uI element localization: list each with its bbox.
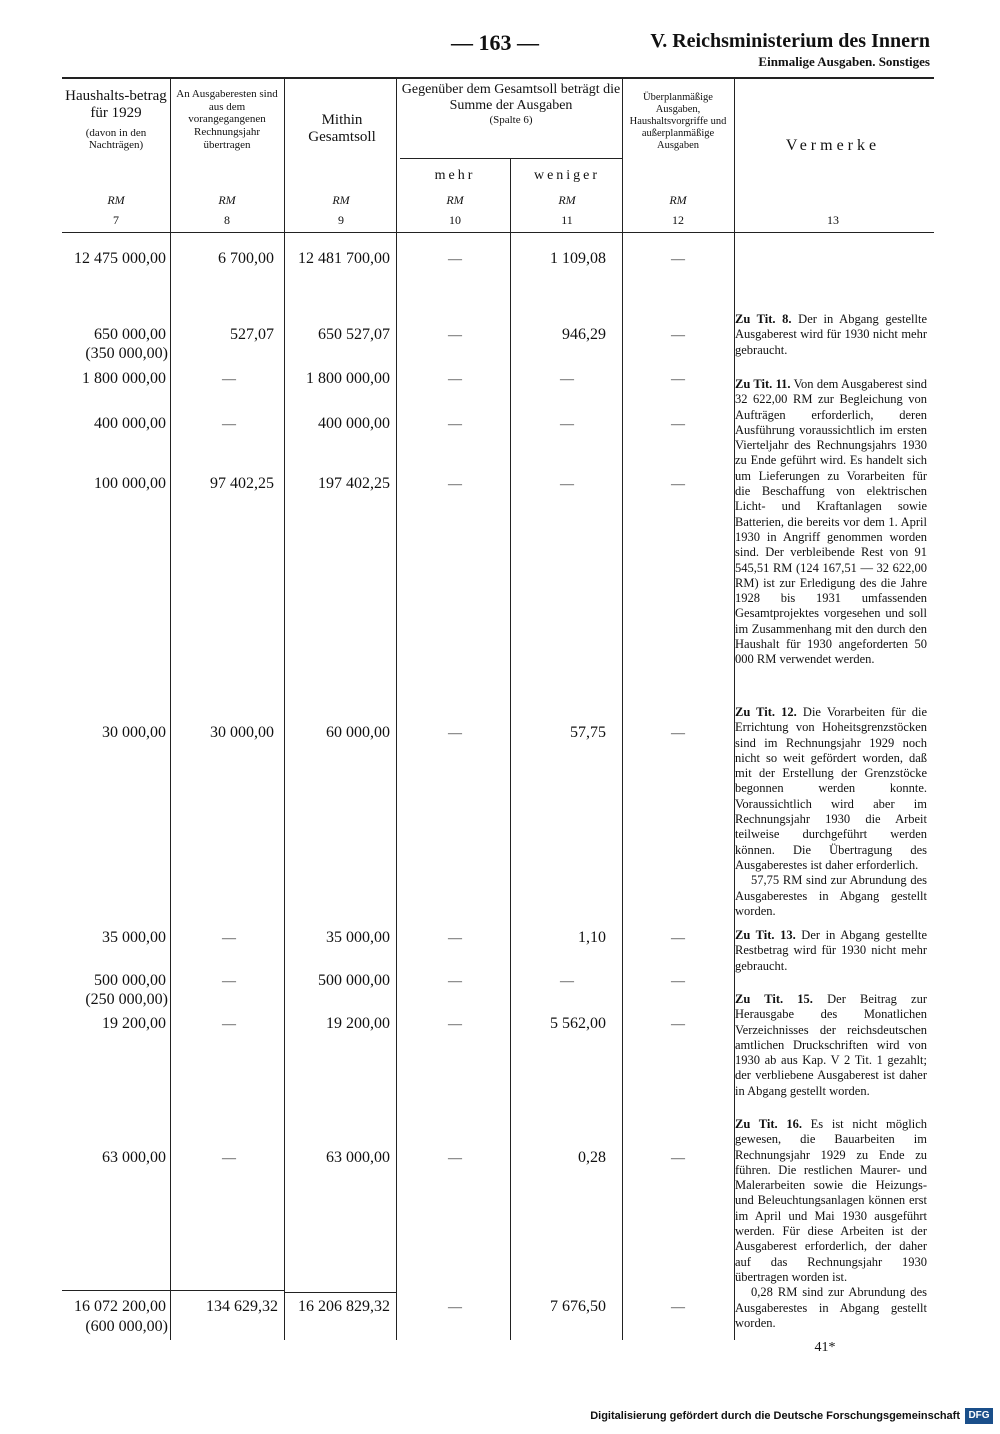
table-row: 946,29 (562, 326, 606, 343)
col11-number: 11 (561, 213, 573, 227)
section-subtitle: Einmalige Ausgaben. Sonstiges (758, 54, 930, 69)
totals-top-rule-2 (284, 1292, 396, 1293)
table-row: — (222, 372, 236, 387)
table-row: — (671, 931, 685, 946)
table-row: 35 000,00 (102, 929, 166, 946)
col7-number: 7 (113, 213, 119, 227)
totals-row: 16 072 200,00 (74, 1298, 166, 1315)
table-row: — (448, 328, 462, 343)
table-row: 100 000,00 (94, 475, 166, 492)
col13-header: Vermerke (785, 137, 881, 154)
table-row: — (222, 417, 236, 432)
totals-row: 16 206 829,32 (298, 1298, 390, 1315)
table-row: — (560, 372, 574, 387)
table-row: — (448, 252, 462, 267)
table-row: — (671, 252, 685, 267)
totals-top-rule (62, 1290, 284, 1291)
table-top-rule (62, 77, 934, 79)
table-row: — (671, 372, 685, 387)
table-row: — (560, 477, 574, 492)
col-divider-11-12 (622, 78, 623, 1340)
table-row: 35 000,00 (326, 929, 390, 946)
totals-row: — (671, 1300, 685, 1315)
table-row: — (222, 1151, 236, 1166)
table-row: 1 800 000,00 (306, 370, 390, 387)
table-row: 500 000,00 (94, 972, 166, 989)
group10-11-header: Gegenüber dem Gesamtsoll beträgt die Summe der Ausgaben (Spalte 6) (401, 82, 621, 127)
note-tit13: Zu Tit. 13. Der in Abgang gestellte Restbetrag wird für 1930 nicht mehr gebraucht. (735, 928, 928, 973)
note-tit11: Zu Tit. 11. Von dem Ausgaberest sind 32 622,00 RM zur Begleichung von Aufträgen erforderlich, deren Ausführung voraussichtlich im ersten Vierteljahr des Rechnungsjahrs 1930 zu Ende geführt wird. Es handelt sich um Lieferungen zu Vorarbeiten für die Beschaffung von elektrischen Licht- und Kraftanlagen sowie Batterien, die bereits vor dem 1. April 1930 in Angriff genommen worden sind. Der verbleibende Rest von 91 545,51 RM (124 167,51 — 32 622,00 RM) ist zur Erledigung des die Jahre 1928 bis 1931 umfassenden Gesamtprojektes vorgesehen und soll im Zusammenhang mit den durch den Haushalt für 1930 angeforderten 50 000 RM verwendet werden. (735, 377, 927, 667)
table-row: (250 000,00) (85, 991, 168, 1008)
ministry-title: V. Reichsministerium des Innern (650, 30, 930, 52)
dfg-logo: DFG (965, 1408, 993, 1424)
table-row: 650 000,00 (94, 326, 166, 343)
col-divider-9-10 (396, 78, 397, 1340)
col11-unit: RM (558, 193, 576, 207)
col13-number: 13 (827, 213, 839, 227)
table-row: — (222, 931, 236, 946)
table-row: — (671, 726, 685, 741)
table-row: 63 000,00 (326, 1149, 390, 1166)
col8-number: 8 (224, 213, 230, 227)
subgroup-rule (400, 158, 622, 159)
col12-header: Überplanmäßige Ausgaben, Haushaltsvorgriffe und außerplanmäßige Ausgaben (629, 92, 727, 152)
page-number: — 163 — (451, 30, 539, 55)
col11-header: weniger (533, 168, 601, 183)
table-row: 500 000,00 (318, 972, 390, 989)
col10-header: mehr (434, 168, 476, 183)
table-row: — (448, 417, 462, 432)
col-divider-10-11 (510, 158, 511, 1340)
table-row: — (671, 477, 685, 492)
table-row: — (448, 974, 462, 989)
table-row: 30 000,00 (210, 724, 274, 741)
table-row: — (448, 726, 462, 741)
table-row: 197 402,25 (318, 475, 390, 492)
table-row: 19 200,00 (326, 1015, 390, 1032)
col9-number: 9 (338, 213, 344, 227)
table-row: 0,28 (578, 1149, 606, 1166)
table-row: — (560, 417, 574, 432)
digitization-note: Digitalisierung gefördert durch die Deutsche Forschungsgemeinschaft (590, 1410, 960, 1422)
table-row: (350 000,00) (85, 345, 168, 362)
col7-header: Haushalts-betrag für 1929 (davon in den Nachträgen) (65, 88, 167, 152)
note-tit16: Zu Tit. 16. Es ist nicht möglich gewesen, die Bauarbeiten im Rechnungsjahr 1929 zu Ende zu führen. Die restlichen Maurer- und Malerarbeiten sowie die Heizungs- und Beleuchtungsanlagen können erst im April und Mai 1930 ausgeführt werden. Für diese Arbeiten ist der Ausgaberest erforderlich, der daher auf das Rechnungsjahr 1930 übertragen worden ist. 0,28 RM sind zur Abrundung des Ausgaberestes in Abgang gestellt worden. (735, 1117, 928, 1330)
table-row: — (222, 974, 236, 989)
table-row: — (560, 974, 574, 989)
table-row: 650 527,07 (318, 326, 390, 343)
table-row: 527,07 (230, 326, 274, 343)
table-row: — (448, 1017, 462, 1032)
table-row: — (448, 931, 462, 946)
table-row: 1 109,08 (550, 250, 606, 267)
table-row: 57,75 (570, 724, 606, 741)
table-row: 60 000,00 (326, 724, 390, 741)
table-row: 1 800 000,00 (82, 370, 166, 387)
note-tit8: Zu Tit. 8. Der in Abgang gestellte Ausgaberest wird für 1930 nicht mehr gebraucht. (735, 312, 928, 357)
col9-header: Mithin Gesamtsoll (308, 112, 376, 146)
table-row: 97 402,25 (210, 475, 274, 492)
table-row: — (448, 477, 462, 492)
note-tit15: Zu Tit. 15. Der Beitrag zur Herausgabe des Monatlichen Verzeichnisses der reichsdeutschen amtlichen Druckschriften wird von 1930 ab aus Kap. V 2 Tit. 1 gezahlt; der verbliebene Ausgaberest ist daher in Abgang gestellt worden. (735, 992, 927, 1098)
col10-unit: RM (446, 193, 464, 207)
col9-unit: RM (332, 193, 350, 207)
table-row: — (448, 1151, 462, 1166)
col12-number: 12 (672, 213, 684, 227)
totals-row: 7 676,50 (550, 1298, 606, 1315)
table-row: 63 000,00 (102, 1149, 166, 1166)
table-row: 12 481 700,00 (298, 250, 390, 267)
table-row: — (671, 328, 685, 343)
table-row: 400 000,00 (94, 415, 166, 432)
sheet-mark: 41* (814, 1340, 836, 1355)
col-divider-8-9 (284, 78, 285, 1340)
header-bottom-rule (62, 232, 934, 233)
table-row: 5 562,00 (550, 1015, 606, 1032)
table-row: — (671, 1151, 685, 1166)
col-divider-7-8 (170, 78, 171, 1340)
table-row: 400 000,00 (318, 415, 390, 432)
table-row: — (222, 1017, 236, 1032)
totals-row: — (448, 1300, 462, 1315)
table-row: 19 200,00 (102, 1015, 166, 1032)
totals-row: 134 629,32 (206, 1298, 278, 1315)
table-row: 1,10 (578, 929, 606, 946)
table-row: 6 700,00 (218, 250, 274, 267)
col10-number: 10 (449, 213, 461, 227)
table-row: 12 475 000,00 (74, 250, 166, 267)
table-row: — (448, 372, 462, 387)
table-row: 30 000,00 (102, 724, 166, 741)
table-row: — (671, 417, 685, 432)
col8-header: An Ausgaberesten sind aus dem vorangegangenen Rechnungsjahr übertragen (176, 88, 278, 151)
table-row: — (671, 1017, 685, 1032)
col8-unit: RM (218, 193, 236, 207)
table-row: — (671, 974, 685, 989)
col12-unit: RM (669, 193, 687, 207)
totals-row: (600 000,00) (85, 1318, 168, 1335)
note-tit12: Zu Tit. 12. Die Vorarbeiten für die Errichtung von Hoheitsgrenzstöcken sind im Rechnungsjahr 1929 noch nicht so weit gefördert worden, daß mit der Erstellung der Grenzstöcke begonnen werden konnte. Voraussichtlich wird aber im Rechnungsjahr 1930 die Arbeit teilweise durchgeführt werden können. Die Übertragung des Ausgaberestes ist daher erforderlich. 57,75 RM sind zur Abrundung des Ausgaberestes in Abgang gestellt worden. (735, 705, 928, 918)
col7-unit: RM (107, 193, 125, 207)
